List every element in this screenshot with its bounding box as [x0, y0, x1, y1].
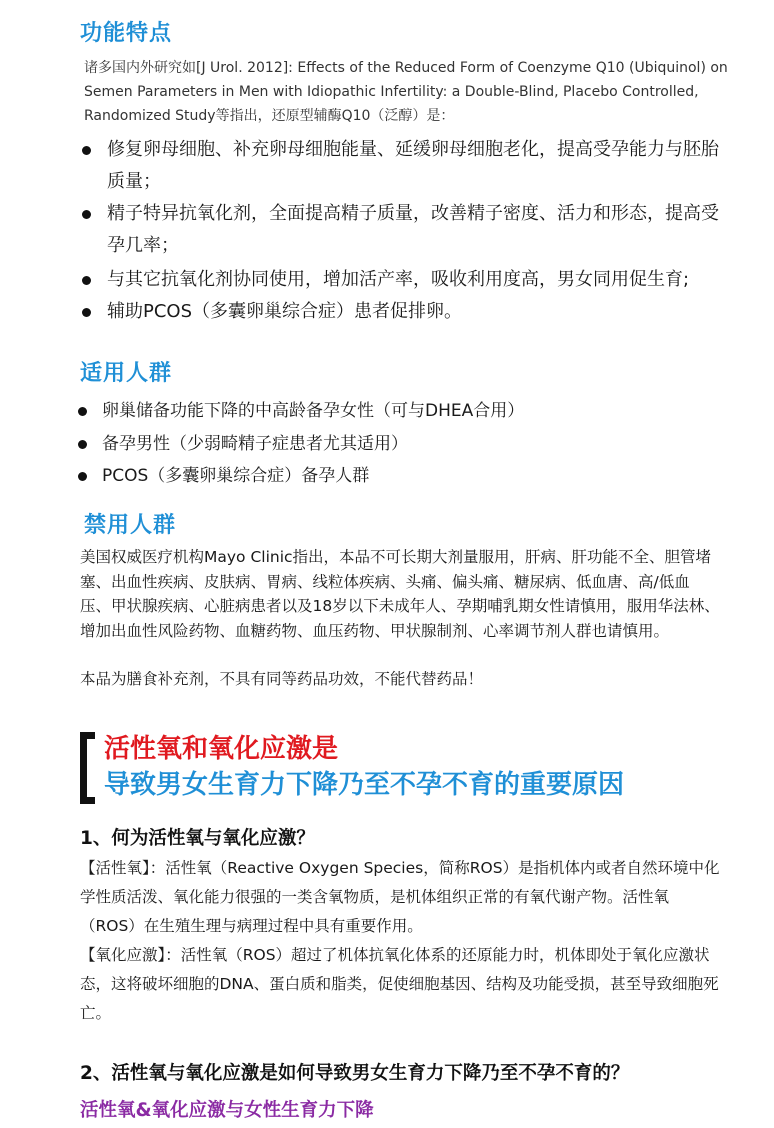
suitable-bullet-text: 备孕男性（少弱畸精子症患者尤其适用）: [102, 434, 408, 454]
q1-oxidative-stress-paragraph: 【氧化应激】：活性氧（ROS）超过了机体抗氧化体系的还原能力时，机体即处于氧化应激状态，这将破坏细胞的DNA、蛋白质和脂类，促使细胞基因、结构及功能受损，甚至导致细胞死亡。: [80, 946, 719, 1022]
q2-subtitle: 活性氧&氧化应激与女性生育力下降: [80, 1100, 374, 1121]
forbidden-note: 本品为膳食补充剂，不具有同等药品功效，不能代替药品！: [80, 670, 484, 688]
bullet-dot-icon: [78, 440, 87, 449]
banner-line-2: 导致男女生育力下降乃至不孕不育的重要原因: [104, 770, 625, 800]
bullet-dot-icon: [82, 146, 91, 155]
bullet-dot-icon: [82, 276, 91, 285]
features-bullet-1: [82, 134, 722, 198]
features-heading: 功能特点: [80, 21, 173, 46]
features-bullet-4: [82, 296, 722, 328]
suitable-heading: 适用人群: [80, 361, 173, 386]
left-bracket-icon: [80, 732, 95, 804]
features-bullet-text: 精子特异抗氧化剂，全面提高精子质量，改善精子密度、活力和形态，提高受孕几率；: [107, 203, 719, 256]
suitable-bullet-text: 卵巢储备功能下降的中高龄备孕女性（可与DHEA合用）: [102, 401, 525, 421]
features-bullet-text: 辅助PCOS（多囊卵巢综合症）患者促排卵。: [107, 301, 463, 322]
bullet-dot-icon: [82, 210, 91, 219]
features-bullet-text: 修复卵母细胞、补充卵母细胞能量、延缓卵母细胞老化，提高受孕能力与胚胎质量；: [107, 139, 719, 192]
bullet-dot-icon: [78, 472, 87, 481]
forbidden-text: 美国权威医疗机构Mayo Clinic指出，本品不可长期大剂量服用，肝病、肝功能不全、胆管堵塞、出血性疾病、皮肤病、胃病、线粒体疾病、头痛、偏头痛、糖尿病、低血唐、高/低血压、甲状腺疾病、心脏病患者以及18岁以下未成年人、孕期哺乳期女性请慎用，服用华法林、增加出血性风险药物、血糖药物、血压药物、甲状腺制剂、心率调节剂人群也请慎用。: [80, 548, 720, 640]
q1-title: 1、何为活性氧与氧化应激？: [80, 828, 315, 849]
bullet-dot-icon: [78, 407, 87, 416]
q2-title: 2、活性氧与氧化应激是如何导致男女生育力下降乃至不孕不育的？: [80, 1063, 630, 1084]
suitable-bullet-3: [78, 465, 718, 487]
features-intro: 诸多国内外研究如[J Urol. 2012]: Effects of the Reduced Form of Coenzyme Q10 (Ubiquinol) on Semen Parameters in Men with Idiopathic Infertility: a Double-Blind, Placebo Controlled, Randomized Study等指出，还原型辅酶Q10（泛醇）是：: [84, 60, 728, 124]
features-bullet-2: [82, 198, 722, 262]
features-bullet-text: 与其它抗氧化剂协同使用，增加活产率，吸收利用度高，男女同用促生育;: [107, 269, 690, 290]
bullet-dot-icon: [82, 308, 91, 317]
forbidden-heading: 禁用人群: [84, 513, 177, 538]
q1-reactive-oxygen-paragraph: 【活性氧】：活性氧（Reactive Oxygen Species，简称ROS）是指机体内或者自然环境中化学性质活泼、氧化能力很强的一类含氧物质，是机体组织正常的有氧代谢产物。活性氧（ROS）在生殖生理与病理过程中具有重要作用。: [80, 859, 720, 935]
features-bullet-3: [82, 264, 762, 296]
suitable-bullet-1: [78, 400, 718, 422]
banner-line-1: 活性氧和氧化应激是: [104, 734, 339, 764]
suitable-bullet-2: [78, 433, 718, 455]
suitable-bullet-text: PCOS（多囊卵巢综合症）备孕人群: [102, 466, 370, 486]
